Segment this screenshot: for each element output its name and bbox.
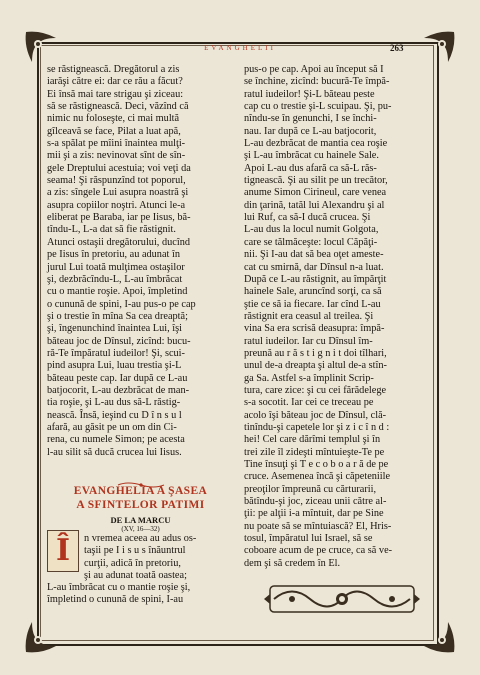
text-line: care se tălmăceşte: locul Căpăţi- bbox=[244, 236, 378, 248]
text-line: şi L-au îmbrăcat cu hainele Sale. bbox=[244, 150, 379, 162]
text-line: n vremea aceea au adus os- bbox=[84, 533, 197, 544]
text-line: dem şi să credem în El. bbox=[244, 557, 341, 569]
text-line: băteau peste cap. Iar după ce L-au bbox=[47, 372, 188, 384]
text-line: L-au dus la locul numit Golgota, bbox=[244, 224, 379, 236]
text-line: răstignit era ceasul al treilea. Şi bbox=[244, 310, 374, 322]
text-line: nîndu-se în genunchi, I se închi- bbox=[244, 113, 377, 125]
text-line: preoţilor împreună cu cărturarii, bbox=[244, 483, 377, 495]
text-line: tignească. Şi au silit pe un trecător, bbox=[244, 175, 388, 187]
section-reference: (XV, 16—32) bbox=[121, 525, 160, 533]
text-line: unul de-a dreapta şi altul de-a stîn- bbox=[244, 360, 387, 372]
text-line: a zis: sîngele Lui asupra noastră şi bbox=[47, 187, 189, 199]
right-column-text bbox=[244, 64, 431, 570]
text-line: împletind o cunună de spini, I-au bbox=[47, 594, 184, 606]
text-line: gele Dreptului acestuia; voi veţi da bbox=[47, 162, 191, 174]
text-line: hainele Sale, aruncînd sorţi, ca să bbox=[244, 286, 382, 298]
text-line: tîndu-L, L-a dat să fie răstignit. bbox=[47, 224, 176, 236]
text-line: eliberat pe Baraba, iar pe Iisus, bă- bbox=[47, 212, 191, 224]
text-line: Tine însuţi şi T e c o b o a r ă de pe bbox=[244, 459, 389, 470]
text-line: acolo îşi băteau joc de Dînsul, clă- bbox=[244, 409, 387, 421]
text-line: l-au silit să ducă crucea lui Iisus. bbox=[47, 446, 182, 458]
text-line: cat cu smirnă, dar Dînsul n-a luat. bbox=[244, 261, 384, 273]
text-line: nau. Iar după ce L-au batjocorit, bbox=[244, 125, 377, 137]
text-line: cruce. Asemenea încă şi căpeteniile bbox=[244, 471, 391, 483]
text-line: lui Ruf, ca să-I ducă crucea. Şi bbox=[244, 212, 371, 224]
section-title-line1: EVANGHELIA A ŞASEA bbox=[73, 485, 208, 497]
text-line: o cunună de spini, I-au pus-o pe cap bbox=[47, 298, 196, 310]
separator-ornament-icon bbox=[116, 474, 166, 482]
text-line: nii. Şi I-au dat să bea oţet ameste- bbox=[244, 249, 384, 261]
text-line: se închine, zicînd: bucură-Te împă- bbox=[244, 76, 390, 88]
text-line: tinîndu-şi capetele lor şi z i c î n d : bbox=[244, 421, 390, 433]
section-source: DE LA MARCU bbox=[110, 515, 171, 525]
text-line: ră-Te împăratul iudeilor! Şi, scui- bbox=[47, 347, 185, 359]
text-line: cu o mantie roşie. Apoi, împletind bbox=[47, 286, 188, 298]
section-heading bbox=[47, 484, 234, 533]
text-line: afară, au găsit pe un om din Ci- bbox=[47, 421, 177, 433]
text-line: După ce L-au răstignit, au împărţit bbox=[244, 273, 387, 285]
text-line: seama! Şi răspunzînd tot poporul, bbox=[47, 175, 186, 187]
section-title-line2: A SFINTELOR PATIMI bbox=[76, 499, 205, 511]
text-line: batjocorit, L-au dezbrăcat de man- bbox=[47, 384, 190, 396]
text-line: L-au îmbrăcat cu o mantie roşie şi, bbox=[47, 582, 191, 593]
drop-cap-paragraph bbox=[84, 533, 234, 582]
text-line: gîlceavă se face, Pilat a luat apă, bbox=[47, 125, 181, 137]
text-line: trei zile îl zideşti mîntuieşte-Te pe bbox=[244, 446, 385, 458]
text-line: şi, dezbrăcîndu-L, L-au îmbrăcat bbox=[47, 273, 183, 285]
text-line: şi o trestie în mîna Sa cea dreaptă; bbox=[47, 310, 188, 322]
text-line: bătîndu-şi joc, ziceau unii către al- bbox=[244, 496, 387, 508]
text-line: nimic nu foloseşte, ci mai multă bbox=[47, 113, 180, 125]
drop-cap bbox=[47, 530, 79, 572]
text-line: se răstignească. Dregătorul a zis bbox=[47, 64, 180, 75]
text-line: rena, cu numele Simon; pe acesta bbox=[47, 434, 185, 446]
running-head: EVANGHELII bbox=[204, 44, 276, 52]
text-line: ştie ce să ia fiecare. Iar cînd L-au bbox=[244, 298, 381, 310]
text-line: tia roşie, şi L-au dus să-L răstig- bbox=[47, 397, 181, 409]
text-line: L-au dezbrăcat de mantia cea roşie bbox=[244, 138, 388, 150]
text-line: tura, care zice: şi cu cei fărădelege bbox=[244, 384, 387, 396]
text-line: jurul Lui toată mulţimea ostaşilor bbox=[47, 261, 185, 273]
drop-cap-letter: Î bbox=[55, 533, 71, 568]
text-line: cap cu o trestie şi-L scuipau. Şi, pu- bbox=[244, 101, 392, 113]
text-line: pind asupra Lui, luau trestia şi-L bbox=[47, 360, 182, 372]
text-line: s-a socotit. Iar cei ce treceau pe bbox=[244, 397, 374, 409]
text-line: şi, îngenunchind înaintea Lui, îşi bbox=[47, 323, 182, 335]
text-line: Atunci ostaşii dregătorului, ducînd bbox=[47, 236, 190, 248]
text-line: Ei însă mai tare strigau şi ziceau: bbox=[47, 88, 184, 100]
text-line: curţii, adică în pretoriu, bbox=[84, 557, 181, 569]
text-line: ratul iudeilor. Iar cu Dînsul îm- bbox=[244, 335, 373, 347]
text-line: pus-o pe cap. Apoi au început să I bbox=[244, 64, 384, 75]
text-line: iarăşi către ei: dar ce rău a făcut? bbox=[47, 76, 183, 88]
text-line: Apoi L-au dus afară ca să-L răs- bbox=[244, 162, 377, 174]
text-line: hei! Cel care dărîmi templul şi în bbox=[244, 434, 381, 446]
text-line: din ţarină, tatăl lui Alexandru şi al bbox=[244, 199, 385, 211]
text-line: nu poate să se mîntuiască? El, Hris- bbox=[244, 520, 392, 532]
text-line: mii şi a zis: nevinovat sînt de sîn- bbox=[47, 150, 186, 162]
corner-ornament-icon bbox=[420, 618, 458, 656]
text-line: să se răstignească. Deci, văzînd că bbox=[47, 101, 189, 113]
text-line: ratul iudeilor! Şi-L băteau peste bbox=[244, 88, 375, 100]
text-line: băteau joc de Dînsul, zicînd: bucu- bbox=[47, 335, 191, 347]
text-line: s-a spălat pe mîini înaintea mulţi- bbox=[47, 138, 186, 150]
text-line: asupra copiilor noştri. Atunci le-a bbox=[47, 199, 186, 211]
decorative-tailpiece-icon bbox=[262, 578, 422, 620]
page-number: 263 bbox=[390, 43, 404, 53]
text-line: taşii pe I i s u s înăuntrul bbox=[84, 545, 186, 557]
text-line: tosul, împăratul lui Israel, să se bbox=[244, 533, 373, 545]
text-line: anume Simon Cirineul, care venea bbox=[244, 187, 387, 199]
text-line: ga Sa. Astfel s-a împlinit Scrip- bbox=[244, 372, 374, 384]
section-paragraph-continued bbox=[47, 582, 234, 607]
text-line: pe Iisus în pretoriu, au adunat în bbox=[47, 249, 180, 261]
corner-ornament-icon bbox=[22, 618, 60, 656]
left-column-text bbox=[47, 64, 234, 459]
text-line: nească. Însă, ieşind cu D î n s u l bbox=[47, 409, 182, 421]
text-line: preună au r ă s t i g n i t doi tîlhari, bbox=[244, 347, 387, 359]
text-line: coboare acum de pe cruce, ca să ve- bbox=[244, 545, 393, 557]
text-line: şi au adunat toată oastea; bbox=[84, 570, 187, 582]
text-line: ţii: pe alţii i-a mîntuit, dar pe Sine bbox=[244, 508, 384, 520]
text-line: vina Sa era scrisă deasupra: împă- bbox=[244, 323, 385, 335]
